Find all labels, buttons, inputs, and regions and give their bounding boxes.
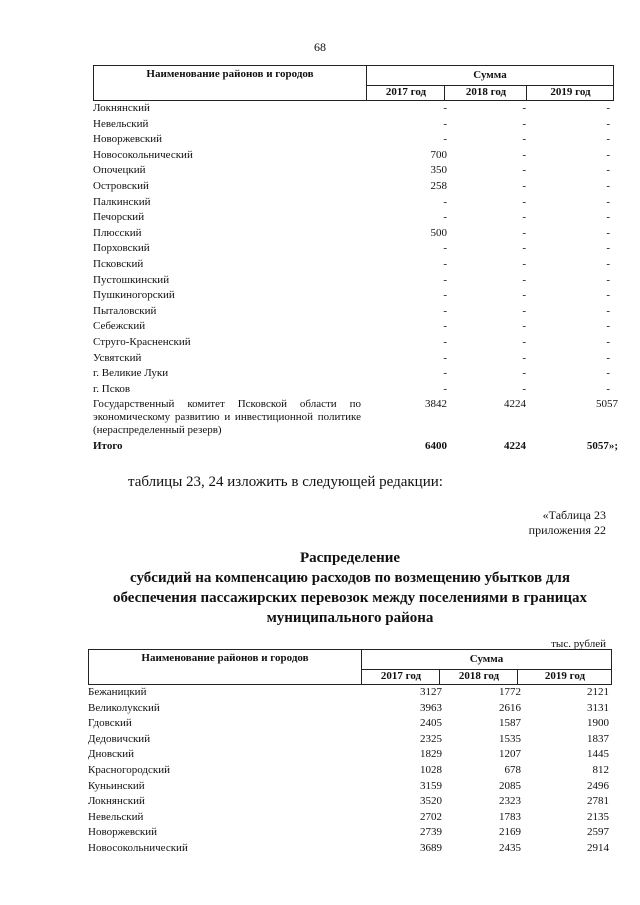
value-2018: - [522,367,526,380]
table-row [88,747,612,763]
row-name: Куньинский [88,779,145,792]
table-row [88,701,612,717]
table-subsidies-continued [93,65,618,455]
value-2018: - [522,273,526,286]
row-name: Пустошкинский [93,273,170,286]
value-2018: - [522,242,526,255]
row-name: Порховский [93,242,150,255]
table-row [93,241,614,257]
value-2018: - [522,335,526,348]
table-row [88,841,612,857]
value-2017: - [443,242,447,255]
table-row [88,779,612,795]
row-name: Новосокольнический [88,841,188,854]
value-2019: 1445 [587,748,609,761]
row-name: Невельский [93,117,149,130]
table-row [93,288,614,304]
table-row [93,195,614,211]
value-2019: 2781 [587,795,609,808]
value-2019: 812 [592,763,609,776]
table-row [88,732,612,748]
value-2017: - [443,257,447,270]
value-2018: 2435 [499,841,521,854]
value-2018: 1783 [499,810,521,823]
value-2017: - [443,133,447,146]
value-2019: 2496 [587,779,609,792]
value-2017: 2739 [420,826,442,839]
page-number: 68 [314,40,326,54]
value-2019: - [606,382,610,395]
value-2017: 6400 [425,440,447,453]
value-2019: 1900 [587,717,609,730]
value-2019: 2121 [587,686,609,698]
value-2019: 5057 [596,398,618,411]
table-ref-line1: «Таблица 23 [542,508,606,522]
value-2018: - [522,289,526,302]
row-name: г. Псков [93,382,131,395]
value-2018: - [522,351,526,364]
table-row [88,794,612,810]
table-row [93,366,614,382]
value-2017: 3520 [420,795,442,808]
title-line: муниципального района [266,610,434,626]
row-name: Дедовичский [88,732,151,745]
value-2019: - [606,257,610,270]
value-2017: 700 [430,148,447,161]
value-2018: - [522,304,526,317]
table-row [93,257,614,273]
table-row [93,273,614,289]
table-row [93,210,614,226]
row-name: Итого [93,440,123,453]
table-row [88,825,612,841]
value-2019: - [606,117,610,130]
table-row [93,382,614,398]
value-2019: - [606,351,610,364]
value-2017: - [443,320,447,333]
value-2017: 3842 [425,398,447,411]
value-2019: 2914 [587,841,609,854]
value-2018: 1587 [499,717,521,730]
value-2019: 5057»; [586,440,618,453]
value-2019: - [606,242,610,255]
value-2018: 2323 [499,795,521,808]
row-name: Новоржевский [88,826,158,839]
value-2019: 1837 [587,732,609,745]
value-2018: 2616 [499,701,521,714]
value-2018: - [522,257,526,270]
value-2018: 2169 [499,826,521,839]
table-row [93,319,614,335]
header-year-2017: 2017 год [361,669,440,684]
table-row [93,226,614,242]
header-name: Наименование районов и городов [141,652,309,664]
value-2017: - [443,211,447,224]
value-2018: 4224 [504,398,526,411]
value-2018: 1535 [499,732,521,745]
table-reference [529,508,606,538]
value-2019: - [606,335,610,348]
table-row [93,335,614,351]
value-2018: 1207 [499,748,521,761]
row-name: Государственный комитет Псковской области по экономическому развитию и инвестиционной политике (нераспределенный резерв) [93,398,361,437]
units-label: тыс. рублей [551,638,606,650]
table-row-reserve [93,397,618,439]
row-name: Дновский [88,748,135,761]
value-2019: - [606,320,610,333]
title-line: Распределение [299,550,401,566]
table-row-total [93,439,618,455]
header-name: Наименование районов и городов [146,68,314,80]
table-row [93,163,614,179]
row-name: Новоржевский [93,133,163,146]
value-2017: - [443,367,447,380]
table-row [93,148,614,164]
table-row [93,304,614,320]
row-name: Великолукский [88,701,160,714]
row-name: Плюсский [93,226,142,239]
value-2017: 3963 [420,701,442,714]
row-name: г. Великие Луки [93,367,169,380]
value-2019: - [606,367,610,380]
row-name: Новосокольнический [93,148,193,161]
header-year-2018: 2018 год [444,85,527,100]
value-2018: 1772 [499,686,521,698]
row-name: Бежаницкий [88,686,147,698]
row-name: Усвятский [93,351,142,364]
value-2018: - [522,164,526,177]
value-2018: - [522,148,526,161]
table-header [93,65,614,101]
value-2019: 2135 [587,810,609,823]
value-2018: - [522,179,526,192]
value-2019: - [606,164,610,177]
value-2017: - [443,335,447,348]
value-2018: 678 [504,763,521,776]
table-23 [88,649,612,857]
table-ref-line2: приложения 22 [528,523,606,537]
value-2019: - [606,179,610,192]
value-2017: 2702 [420,810,442,823]
table-row [88,716,612,732]
value-2017: 3159 [420,779,442,792]
table-body [93,101,614,397]
table-title [60,548,640,628]
title-line: обеспечения пассажирских перевозок между поселениями в границах [112,590,588,606]
table-row [93,101,614,117]
value-2018: - [522,382,526,395]
value-2017: 3127 [420,686,442,698]
value-2017: 1829 [420,748,442,761]
value-2019: - [606,273,610,286]
value-2018: - [522,117,526,130]
table-row [88,763,612,779]
row-name: Пушкиногорский [93,289,175,302]
value-2017: 2325 [420,732,442,745]
value-2018: - [522,211,526,224]
header-year-2018: 2018 год [439,669,518,684]
value-2017: - [443,304,447,317]
header-sum: Сумма [366,66,613,86]
value-2018: - [522,195,526,208]
value-2018: 2085 [499,779,521,792]
value-2017: 3689 [420,841,442,854]
value-2017: - [443,195,447,208]
value-2018: - [522,133,526,146]
row-name: Палкинский [93,195,151,208]
row-name: Псковский [93,257,144,270]
table-header [88,649,612,685]
table-row [93,117,614,133]
row-name: Невельский [88,810,144,823]
table-row [93,132,614,148]
value-2017: - [443,273,447,286]
title-line: субсидий на компенсацию расходов по возмещению убытков для [130,570,570,586]
row-name: Локнянский [93,102,150,114]
table-row [93,351,614,367]
value-2017: - [443,351,447,364]
row-name: Опочецкий [93,164,146,177]
value-2019: 3131 [587,701,609,714]
header-year-2019: 2019 год [526,85,614,100]
value-2018: - [522,320,526,333]
value-2017: - [443,289,447,302]
value-2019: - [606,211,610,224]
value-2017: 500 [430,226,447,239]
value-2019: 2597 [587,826,609,839]
instruction-text: таблицы 23, 24 изложить в следующей редакции: [128,474,443,490]
value-2019: - [606,195,610,208]
row-name: Гдовский [88,717,132,730]
header-sum: Сумма [361,650,611,670]
row-name: Красногородский [88,763,171,776]
value-2018: - [522,102,526,114]
row-name: Струго-Красненский [93,335,191,348]
value-2017: - [443,117,447,130]
value-2017: - [443,382,447,395]
header-year-2017: 2017 год [366,85,445,100]
value-2017: 2405 [420,717,442,730]
value-2019: - [606,133,610,146]
value-2019: - [606,226,610,239]
row-name: Пыталовский [93,304,157,317]
value-2019: - [606,304,610,317]
table-row [93,179,614,195]
value-2017: 1028 [420,763,442,776]
table-row [88,810,612,826]
table-body [88,685,612,857]
row-name: Себежский [93,320,146,333]
table-row [88,685,612,701]
row-name: Локнянский [88,795,145,808]
row-name: Островский [93,179,149,192]
value-2017: - [443,102,447,114]
value-2017: 258 [430,179,447,192]
value-2019: - [606,102,610,114]
value-2018: - [522,226,526,239]
row-name: Печорский [93,211,145,224]
header-year-2019: 2019 год [517,669,612,684]
value-2017: 350 [430,164,447,177]
value-2018: 4224 [504,440,526,453]
value-2019: - [606,289,610,302]
value-2019: - [606,148,610,161]
